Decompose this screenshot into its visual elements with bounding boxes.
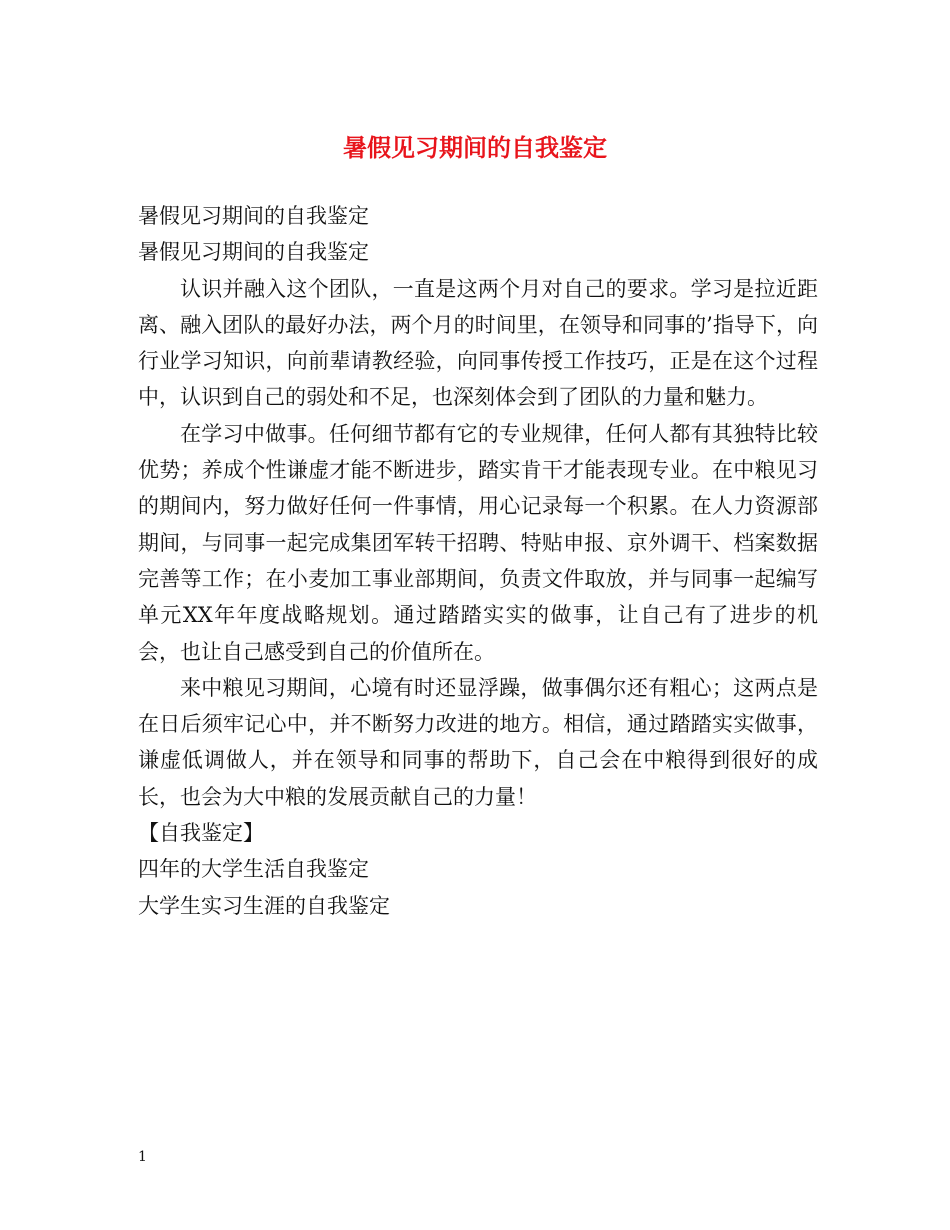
tag-line: 【自我鉴定】 <box>138 821 264 846</box>
page-number: 1 <box>138 1149 147 1165</box>
body-paragraph-2: 在学习中做事。任何细节都有它的专业规律，任何人都有其独特比较优势；养成个性谦虚才能不断进步，踏实肯干才能表现专业。在中粮见习的期间内，努力做好任何一件事情，用心记录每一个积累。在人力资源部期间，与同事一起完成集团军转干招聘、特贴申报、京外调干、档案数据完善等工作；在小麦加工事业部期间，负责文件取放，并与同事一起编写单元XX年年度战略规划。通过踏踏实实的做事，让自己有了进步的机会，也让自己感受到自己的价值所在。 <box>138 421 818 664</box>
document-title: 暑假见习期间的自我鉴定 <box>343 133 607 162</box>
document-body <box>138 198 818 924</box>
related-link-1: 四年的大学生活自我鉴定 <box>138 857 369 882</box>
subtitle-line: 暑假见习期间的自我鉴定 <box>138 204 369 228</box>
subtitle-line: 暑假见习期间的自我鉴定 <box>138 240 369 265</box>
related-link-2: 大学生实习生涯的自我鉴定 <box>138 893 390 918</box>
body-paragraph-1: 认识并融入这个团队，一直是这两个月对自己的要求。学习是拉近距离、融入团队的最好办法，两个月的时间里，在领导和同事的’指导下，向行业学习知识，向前辈请教经验，向同事传授工作技巧，正是在这个过程中，认识到自己的弱处和不足，也深刻体会到了团队的力量和魅力。 <box>138 276 818 410</box>
body-paragraph-3: 来中粮见习期间，心境有时还显浮躁，做事偶尔还有粗心；这两点是在日后须牢记心中，并不断努力改进的地方。相信，通过踏踏实实做事，谦虚低调做人，并在领导和同事的帮助下，自己会在中粮得到很好的成长，也会为大中粮的发展贡献自己的力量！ <box>138 675 818 809</box>
